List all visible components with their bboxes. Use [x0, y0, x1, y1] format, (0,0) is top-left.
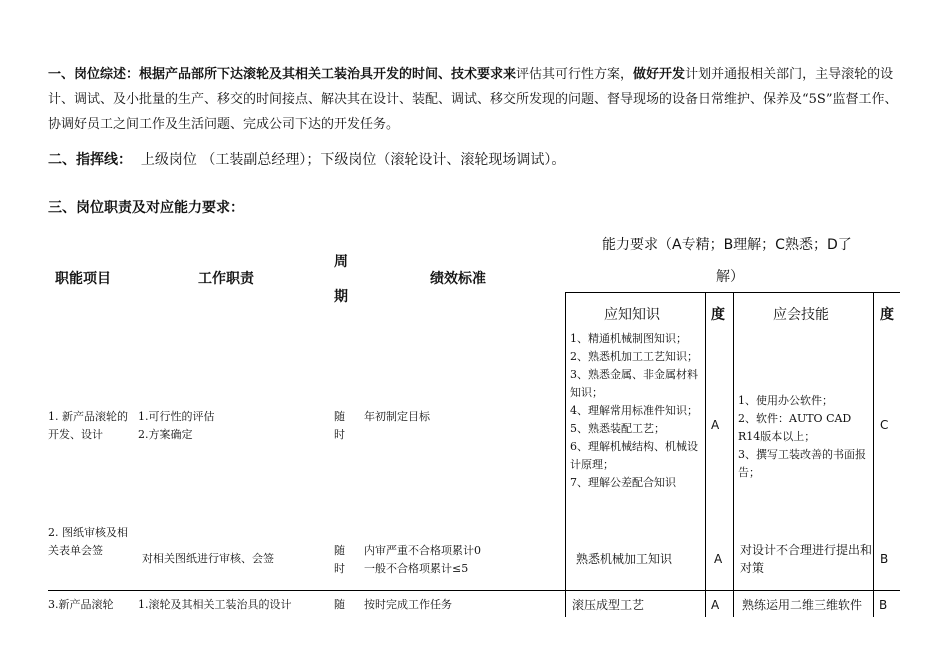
skill-item: 2、软件：AUTO CAD R14版本以上； [738, 412, 852, 443]
overview-text-c: 做好开发 [633, 67, 686, 82]
row3-function: 3.新产品滚轮 [48, 598, 114, 611]
header-cycle-a: 周 [334, 254, 348, 270]
duties-heading: 三、岗位职责及对应能力要求： [48, 200, 244, 216]
row2-skill: 对设计不合理进行提出和对策 [740, 543, 873, 575]
row3-degree1: A [711, 598, 720, 612]
divider-degree2-left [873, 292, 874, 617]
header-degree-2: 度 [880, 307, 894, 323]
divider-degree1-left [705, 292, 706, 617]
overview-text-b: 评估其可行性方案， [516, 67, 634, 82]
row1-standard: 年初制定目标 [364, 410, 430, 423]
row1-degree2: C [880, 418, 889, 432]
knowledge-item: 4、理解常用标准件知识； [570, 404, 698, 417]
row1-degree1: A [711, 418, 720, 432]
overview-text-a: 根据产品部所下达滚轮及其相关工装治具开发的时间、技术要求来 [139, 67, 517, 82]
command-line [48, 149, 565, 169]
command-text: 上级岗位 （工装副总经理）；下级岗位（滚轮设计、滚轮现场调试）。 [140, 152, 566, 168]
row3-knowledge: 滚压成型工艺 [572, 598, 645, 612]
row1-duty: 1.可行性的评估 [138, 410, 215, 423]
header-skill: 应会技能 [773, 307, 829, 323]
row2-degree2: B [880, 552, 889, 566]
row3-duty: 1.滚轮及其相关工装治具的设计 [138, 598, 292, 611]
row2-duty: 对相关图纸进行审核、会签 [142, 552, 274, 565]
header-ability-b: 解） [716, 269, 744, 285]
overview-heading: 一、岗位综述： [48, 67, 140, 82]
row2-standard [364, 542, 481, 578]
row1-cycle: 随时 [334, 410, 345, 441]
row3-cycle: 随 [334, 598, 345, 611]
row3-degree2: B [879, 598, 888, 612]
row1-duty: 2.方案确定 [138, 428, 193, 441]
knowledge-item: 6、理解机械结构、机械设计原理； [570, 440, 698, 471]
header-cycle-b: 期 [334, 289, 348, 305]
knowledge-item: 1、精通机械制图知识； [570, 332, 687, 345]
divider-skill-left [733, 292, 734, 617]
header-knowledge: 应知知识 [604, 307, 660, 323]
standard-line: 内审严重不合格项累计0 [364, 544, 481, 557]
row2-function: 2. 图纸审核及相关表单会签 [48, 526, 128, 557]
header-duty: 工作职责 [198, 271, 254, 287]
row-divider [48, 590, 900, 591]
skill-item: 1、使用办公软件； [738, 394, 833, 407]
knowledge-item: 3、熟悉金属、非金属材料知识； [570, 368, 698, 399]
standard-line: 一般不合格项累计≤5 [364, 562, 469, 575]
knowledge-item: 7、理解公差配合知识 [570, 476, 676, 489]
skill-item: 3、撰写工装改善的书面报告； [738, 448, 866, 479]
header-ability-a: 能力要求（A专精；B理解；C熟悉；D了 [602, 237, 852, 253]
divider-knowledge-left [565, 292, 566, 617]
job-overview [48, 62, 908, 137]
row1-function: 1. 新产品滚轮的开发、设计 [48, 410, 128, 441]
overview-text-d: 计划并通报相关部门，主导滚轮的设计、调试、及小批量的生产、移交的时间接点、解决其在设计、装配、调试、移交所发现的问题、督导现场的设备日常维护、保养及“5S”监督工作、协调好员工之间工作及生活问题、完成公司下达的开发任务。 [48, 67, 898, 132]
row2-degree1: A [714, 552, 723, 566]
row2-cycle: 随时 [334, 544, 345, 575]
header-function: 职能项目 [55, 271, 111, 287]
row1-duties [138, 408, 215, 444]
header-standard: 绩效标准 [430, 271, 486, 287]
row3-skill: 熟练运用二维三维软件 [742, 598, 863, 612]
row3-standard: 按时完成工作任务 [364, 598, 452, 611]
row1-knowledge [570, 330, 701, 492]
header-degree-1: 度 [711, 307, 725, 323]
row1-skills [738, 392, 870, 482]
command-heading: 二、指挥线： [48, 152, 132, 168]
knowledge-item: 5、熟悉装配工艺； [570, 422, 665, 435]
row2-knowledge: 熟悉机械加工知识 [576, 552, 673, 566]
knowledge-item: 2、熟悉机加工工艺知识； [570, 350, 698, 363]
